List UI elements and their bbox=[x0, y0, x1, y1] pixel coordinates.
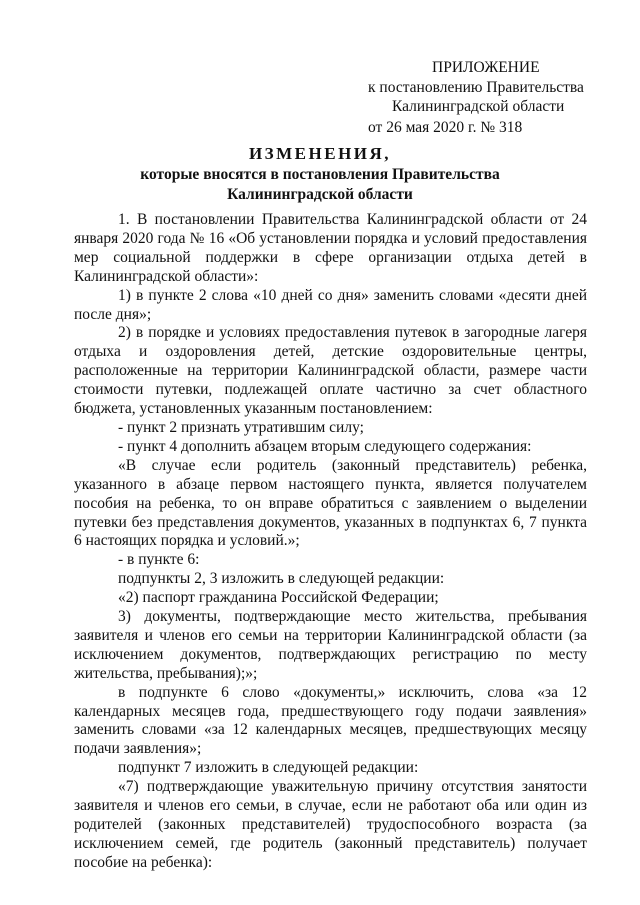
annex-header bbox=[368, 58, 618, 137]
paragraph: «7) подтверждающие уважительную причину отсутствия занятости заявителя и членов его семьи, в случае, если не работают оба или один из родителей (законных представителей) трудоспособного возраста (за исключением семей, где родитель (законный представитель) получает пособие на ребенка): bbox=[74, 778, 587, 871]
paragraph: 1) в пункте 2 слова «10 дней со дня» заменить словами «десяти дней после дня»; bbox=[74, 286, 587, 323]
paragraph: - в пункте 6: bbox=[118, 551, 200, 569]
paragraph: «2) паспорт гражданина Российской Федерации; bbox=[118, 589, 439, 607]
annex-line-date-number: от 26 мая 2020 г. № 318 bbox=[368, 118, 523, 136]
annex-line-resolution: к постановлению Правительства bbox=[368, 78, 584, 96]
paragraph: 1. В постановлении Правительства Калининградской области от 24 января 2020 года № 16 «Об установлении порядка и условий предоставления мер социальной поддержки в сфере организации отдыха детей в Калининградской области»: bbox=[74, 211, 587, 285]
paragraph: - пункт 2 признать утратившим силу; bbox=[118, 418, 364, 436]
paragraph: - пункт 4 дополнить абзацем вторым следующего содержания: bbox=[118, 437, 532, 455]
heading-title: ИЗМЕНЕНИЯ, bbox=[248, 144, 392, 163]
paragraph: 3) документы, подтверждающие место жительства, пребывания заявителя и членов его семьи на территории Калининградской области (за исключением документов, подтверждающих регистрацию по месту жительства, пребывания);»; bbox=[74, 608, 587, 682]
annex-line-region: Калининградской области bbox=[392, 98, 565, 115]
document-body bbox=[74, 211, 587, 873]
paragraph: подпункты 2, 3 изложить в следующей редакции: bbox=[118, 570, 445, 588]
heading-subtitle-line2: Калининградской области bbox=[227, 185, 413, 203]
heading-subtitle-line1: которые вносятся в постановления Правительства bbox=[140, 166, 500, 183]
paragraph: «В случае если родитель (законный представитель) ребенка, указанного в абзаце первом настоящего пункта, является получателем пособия на ребенка, то он вправе обратиться с заявлением о выделении путевки без представления документов, указанных в подпунктах 6, 7 пункта 6 настоящих порядка и условий.»; bbox=[74, 456, 587, 550]
paragraph: 2) в порядке и условиях предоставления путевок в загородные лагеря отдыха и оздоровления детей, детские оздоровительные центры, расположенные на территории Калининградской области, размере части стоимости путевки, подлежащей оплате частично за счет областного бюджета, установленных указанным постановлением: bbox=[74, 324, 587, 418]
paragraph: в подпункте 6 слово «документы,» исключить, слова «за 12 календарных месяцев года, предшествующего году подачи заявления» заменить словами «за 12 календарных месяцев, предшествующих месяцу подачи заявления»; bbox=[74, 683, 587, 758]
annex-title: ПРИЛОЖЕНИЕ bbox=[432, 59, 540, 76]
paragraph: подпункт 7 изложить в следующей редакции: bbox=[118, 759, 419, 777]
document-heading bbox=[72, 143, 568, 204]
